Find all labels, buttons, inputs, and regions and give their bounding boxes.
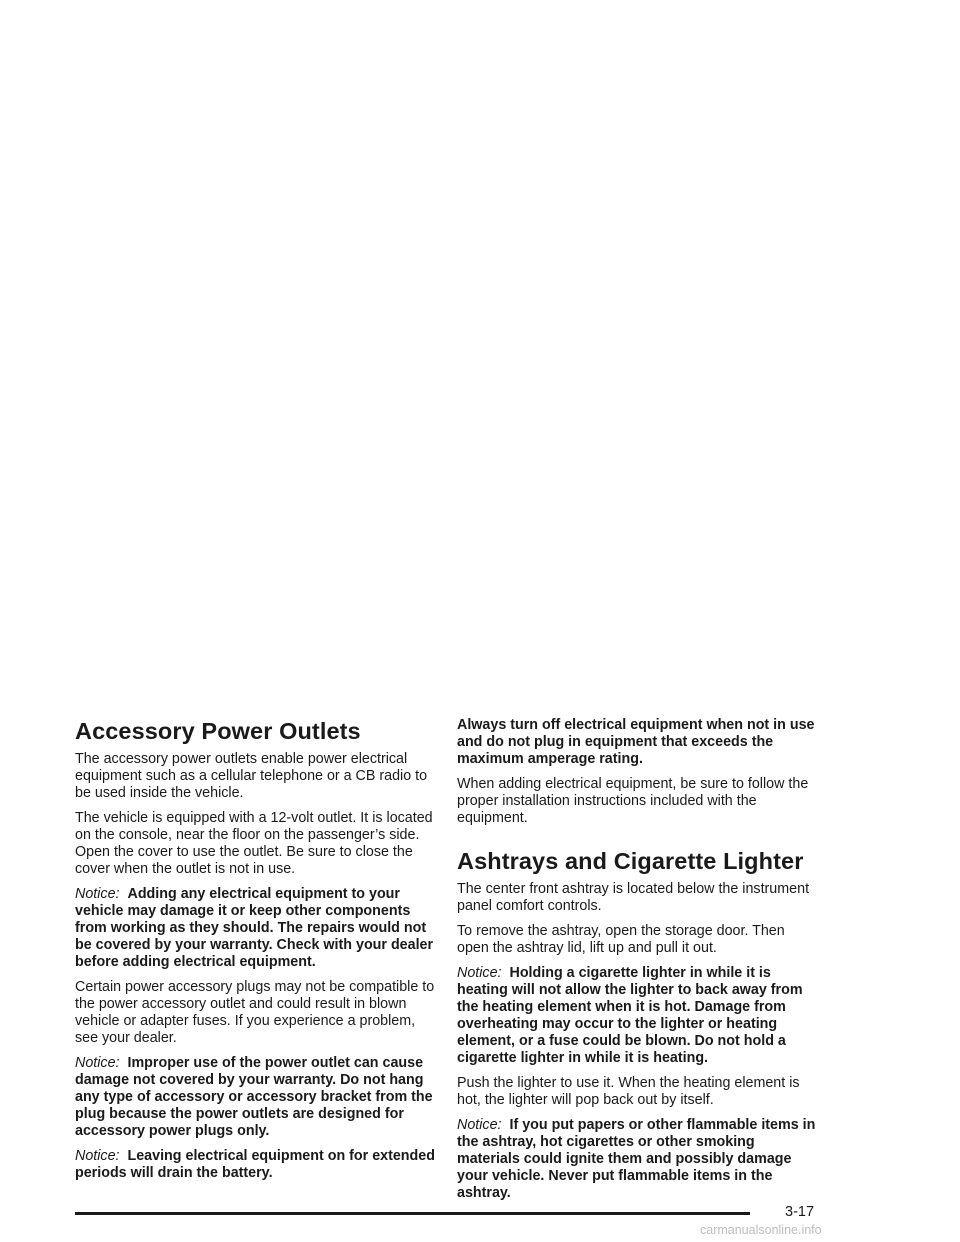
footer-rule xyxy=(75,1212,750,1215)
paragraph: Push the lighter to use it. When the heating element is hot, the lighter will pop back out by itself. xyxy=(457,1075,800,1108)
notice-block xyxy=(75,1148,435,1182)
section-heading-accessory-power-outlets: Accessory Power Outlets xyxy=(75,718,361,744)
watermark: carmanualsonline.info xyxy=(700,1223,822,1237)
notice-label: Notice: xyxy=(457,965,502,981)
notice-label: Notice: xyxy=(75,1148,120,1164)
left-column xyxy=(75,717,435,1190)
notice-text: Leaving electrical equipment on for extended periods will drain the battery. xyxy=(75,1148,435,1181)
section-heading-ashtrays: Ashtrays and Cigarette Lighter xyxy=(457,848,804,874)
notice-label: Notice: xyxy=(457,1117,502,1133)
notice-text: Improper use of the power outlet can cause damage not covered by your warranty. Do not hang any type of accessory or accessory bracket from the plug because the power outlets are designed for accessory power plugs only. xyxy=(75,1055,433,1139)
notice-block xyxy=(457,1117,817,1202)
notice-text: Holding a cigarette lighter in while it is heating will not allow the lighter to back away from the heating element when it is hot. Damage from overheating may occur to the lighter or heating element, or a fuse could be blown. Do not hold a cigarette lighter in while it is heating. xyxy=(457,965,803,1066)
notice-text: If you put papers or other flammable items in the ashtray, hot cigarettes or other smoking materials could ignite them and possibly damage your vehicle. Never put flammable items in the ashtray. xyxy=(457,1117,816,1201)
paragraph: When adding electrical equipment, be sure to follow the proper installation instructions included with the equipment. xyxy=(457,776,809,826)
right-column xyxy=(457,717,817,1210)
paragraph: The center front ashtray is located below the instrument panel comfort controls. xyxy=(457,881,810,914)
page-number: 3-17 xyxy=(785,1204,815,1220)
notice-label: Notice: xyxy=(75,886,120,902)
notice-block xyxy=(75,1055,435,1140)
notice-label: Notice: xyxy=(75,1055,120,1071)
bold-paragraph: Always turn off electrical equipment when not in use and do not plug in equipment that exceeds the maximum amperage rating. xyxy=(457,717,815,767)
notice-text: Adding any electrical equipment to your vehicle may damage it or keep other components from working as they should. The repairs would not be covered by your warranty. Check with your dealer before adding electrical equipment. xyxy=(75,886,434,970)
paragraph: The vehicle is equipped with a 12-volt outlet. It is located on the console, near the floor on the passenger’s side. Open the cover to use the outlet. Be sure to close the cover when the outlet is not in use. xyxy=(75,810,433,877)
notice-block xyxy=(457,965,817,1067)
notice-block xyxy=(75,886,435,971)
paragraph: Certain power accessory plugs may not be compatible to the power accessory outlet and could result in blown vehicle or adapter fuses. If you experience a problem, see your dealer. xyxy=(75,979,435,1046)
paragraph: To remove the ashtray, open the storage door. Then open the ashtray lid, lift up and pull it out. xyxy=(457,923,785,956)
paragraph: The accessory power outlets enable power electrical equipment such as a cellular telephone or a CB radio to be used inside the vehicle. xyxy=(75,751,428,801)
